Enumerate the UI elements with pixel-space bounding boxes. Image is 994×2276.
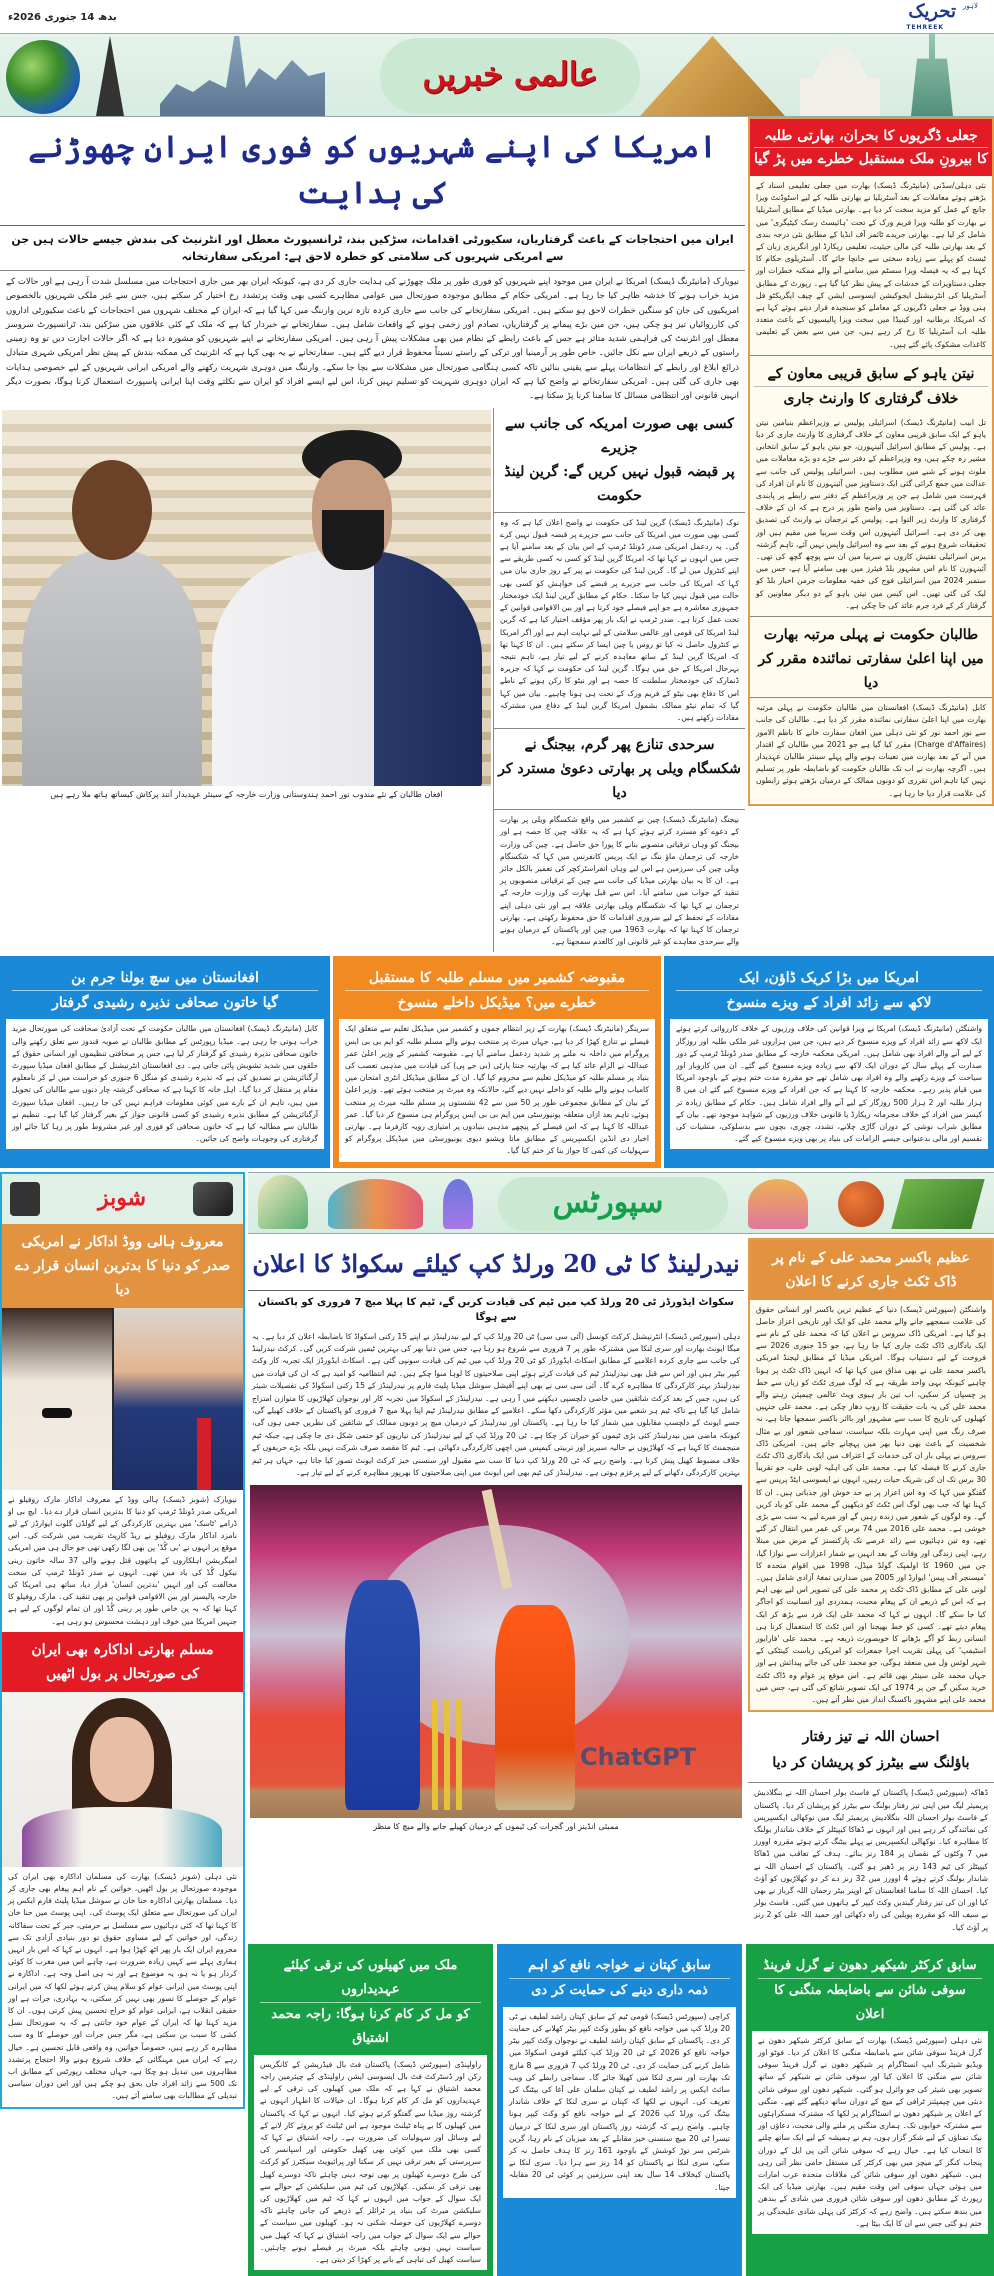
film-reel-icon [10,1182,40,1216]
showbiz-banner [2,1174,243,1224]
headline-line: معروف ہالی ووڈ اداکار نے امریکی [21,1233,224,1250]
hollywood-photo[interactable] [2,1308,243,1490]
story-headline[interactable] [670,962,988,1019]
story-headline[interactable] [2,1224,243,1308]
story-body: سرینگر (مانیٹرنگ ڈیسک) بھارت کے زیر انتظام جموں و کشمیر میں میڈیکل تعلیم سے متعلق ایک فیصلے نے تنازع کھڑا کر دیا ہے، جہاں میرٹ پر منتخب ہونے والے مسلم طلبہ کو ایم بی بی ایس پروگرام میں داخلہ نہ ملنے پر شدید ردعمل سامنے آیا ہے۔ مقبوضہ کشمیر کے وزیر اعلیٰ عمر عبداللہ نے الزام عائد کیا ہے کہ بھارتیہ جنتا پارٹی (بی جے پی) کی قیادت میں مذہبی تعصب کی بنیاد پر مسلم طلبہ کو میڈیکل تعلیم سے محروم کیا گیا۔ ان کے مطابق میڈیکل انٹری امتحان میں کامیاب ہونے والے طلبہ کو داخلے نہیں دیے گئے، حالانکہ وہ میرٹ پر منتخب ہوئے تھے۔ وزیر اعلیٰ کے بیان کے مطابق مجموعی طور پر 50 میں سے 42 نشستوں پر مسلم طلبہ میرٹ پر منتخب ہوئے، تاہم بعد ازاں متعلقہ یونیورسٹی میں ایم بی بی ایس پروگرام ہی منسوخ کر دیا گیا۔ عمر عبداللہ کا کہنا ہے کہ اس فیصلے کے پیچھے مذہبی بنیادوں پر امتیازی رویہ کارفرما ہے۔ بھارتی اخبار دی انڈین ایکسپریس کے مطابق ماتا ویشنو دیوی یونیورسٹی میں میڈیکل پروگرام کو سہولیات کی کمی کا جواز بنا کر ختم کیا گیا۔ [339,1019,655,1161]
issue-date: بدھ 14 جنوری 2026ء [8,12,117,23]
story-body: بیجنگ (مانیٹرنگ ڈیسک) چین نے کشمیر میں واقع شکسگام ویلی پر بھارت کے دعوے کو مسترد کرتے ہوئے کہا ہے کہ یہ علاقہ چین کا حصہ ہے اور بیجنگ کو وہاں ترقیاتی منصوبے بنانے کا پورا حق حاصل ہے۔ چین کی وزارت خارجہ کی ترجمان ماؤ ننگ نے ایک پریس کانفرنس میں کہا کہ شکسگام ویلی چین کی سرزمین ہے اس لیے وہاں انفراسٹرکچر کی تعمیر بالکل جائز ہے۔ ان کا یہ بیان بھارتی میڈیا کی جانب سے چین کے ترقیاتی منصوبوں پر تنقید کے جواب میں سامنے آیا۔ اس سے قبل بھارت کی وزارت خارجہ کے ترجمان نے کہا تھا کہ شکسگام ویلی بھارتی علاقہ ہے اور نئی دہلی اپنے مفادات کے تحفظ کے لیے ضروری اقدامات کا حق محفوظ رکھتی ہے۔ بھارتی ترجمان کا کہنا تھا کہ بھارت 1963 میں چین اور پاکستان کے درمیان ہونے والے سرحدی معاہدے کو غیر قانونی اور کالعدم سمجھتا ہے۔ [500,815,739,947]
beard [322,510,384,570]
lead-subhead: ایران میں احتجاجات کے باعث گرفتاریاں، سکیورٹی اقدامات، سڑکیں بند، ٹرانسپورٹ معطل اور انٹرنیٹ کی بندش جیسے حالات ہیں جن سے امریکی شہریوں کی سلامتی کو خطرہ لاحق ہے: امریکی سفارتخانہ [0,226,745,271]
advert-board-text: ChatGPT [580,1743,697,1772]
story-body: راولپنڈی (سپورٹس ڈیسک) پاکستان فٹ بال فیڈریشن کے کانگریس رکن اور ڈسٹرکٹ فٹ بال ایسوسی ایشن راولپنڈی کے چیئرمین راجہ محمد اشتیاق نے کہا ہے کہ ملک میں کھیلوں کی ترقی کے لیے عہدیداروں کو مل کر کام کرنا ہوگا۔ ان خیالات کا اظہار انہوں نے گزشتہ روز میڈیا سے گفتگو کرتے ہوئے کیا۔ انہوں نے کہا کہ پاکستان میں کھیلوں کا بے پناہ ٹیلنٹ موجود ہے اس ٹیلنٹ کو بروئے کار لانے کے لیے وسائل اور سہولیات کی ضرورت ہے۔ راجہ اشتیاق نے کہا کہ کسی بھی ملک میں کوئی بھی کھیل حکومتی اور اسپانسر کی سرپرستی کے بغیر ترقی نہیں کر سکتا اور پرائیویٹ سیکٹرز کو کرکٹ کی طرح دوسرے کھیلوں پر بھی توجہ دینی چاہئے تاکہ دوسرے کھیل بھی ترقی کر سکیں۔ کھلاڑیوں کی ٹیم میں سلیکشن کے حوالے سے ایک سوال کے جواب میں انہوں نے کہا کہ ٹیم میں کھلاڑیوں کی سلیکشن میرٹ کی بنیاد پر ٹرائلز کے ذریعے کی جانی چاہئے تاکہ دوسرے کھلاڑیوں کی حوصلہ شکنی نہ ہو۔ کھیلوں میں سیاست کے حوالے سے ایک سوال کے جواب میں راجہ اشتیاق نے کہا کہ کھیل میں سیاست نہیں ہونی چاہئے بلکہ میرٹ پر فیصلے ہونے چاہئیں۔ سیاست کھیل کی تباہی کے بانے پر کھڑا کر دیتی ہے۔ [254,2055,487,2270]
story-ihsanullah [748,1718,994,1937]
headline-line: خلاف گرفتاری کا وارنٹ جاری [754,386,988,411]
headline-line: کسی بھی صورت امریکہ کی جانب سے جزیرے [505,415,734,456]
story-headline[interactable] [494,408,745,513]
story-taliban-india [750,616,992,804]
headline-line: سرحدی تنازع پھر گرم، بیجنگ نے [524,737,715,754]
headline-line: میں اپنا اعلیٰ سفارتی نمائندہ مقرر کر دیا [758,651,984,692]
photo-caption: افغان طالبان کے نئے مندوب نور احمد ہندوستانی وزارت خارجہ کے سینئر عہدیدار آنند پرکاش کیساتھ ہاتھ ملا رہے ہیں [50,789,443,799]
story-headline[interactable] [2,1632,243,1692]
right-column-wrapper [745,117,994,806]
basketball-icon [838,1181,884,1227]
story-body: نوک (مانیٹرنگ ڈیسک) گرین لینڈ کی حکومت نے واضح اعلان کیا ہے کہ وہ کسی بھی صورت میں امریکا کی جانب سے جزیرے پر قبضہ قبول نہیں کرے گی۔ یہ ردعمل امریکی صدر ڈونلڈ ٹرمپ کے اس بیان کے بعد سامنے آیا ہے جس میں انہوں نے کہا تھا کہ امریکا گرین لینڈ کو کسی نہ کسی طریقے سے اپنے کنٹرول میں لے گا۔ گرین لینڈ کی حکومت نے پیر کے روز جاری بیان میں کہا کہ امریکا کی جانب سے جزیرے پر قبضے کی خواہش کو کسی بھی حالت میں قبول نہیں کیا جا سکتا۔ حکام کے مطابق گرین لینڈ ایک خودمختار جمہوری معاشرہ ہے جو اپنے فیصلے خود کرتا ہے اور بین الاقوامی قوانین کے تحت عمل کرتا ہے۔ صدر ٹرمپ نے ایک بار پھر مؤقف اختیار کیا ہے کہ گرین لینڈ امریکا کی قومی اور عالمی سلامتی کے لیے نہایت اہم ہے اور اگر امریکا نے کنٹرول حاصل نہ کیا تو روس یا چین ایسا کر سکتے ہیں۔ ان کا کہنا تھا کہ امریکا گرین لینڈ کے ساتھ معاہدہ کرنے کے لیے تیار ہے، تاہم نتیجہ بہرحال امریکا کے حق میں ہوگا۔ گرین لینڈ کی حکومت نے کہا کہ جزیرہ ڈنمارک کی خودمختار سلطنت کا حصہ ہے اور نیٹو کا رکن ہونے کے ناطے اس کا دفاع بھی نیٹو کے فریم ورک کے تحت ہی ہونا چاہیے۔ بیان میں کہا گیا کہ تمام نیٹو ممالک بشمول امریکا گرین لینڈ کے دفاع میں مشترکہ مفادات رکھتے ہیں۔ [500,517,739,722]
story-sports-officials [248,1944,493,2276]
right-column-top [748,117,994,806]
sports-title: سپورٹس [552,1184,664,1220]
netherlands-subhead: سکواٹ ایڈورڈز ٹی 20 ورلڈ کپ میں ٹیم کی قیادت کریں گے، ٹیم کا پہلا میچ 7 فروری کو پاکستان سے ہوگا [258,1296,734,1323]
story-body: واشنگٹن (مانیٹرنگ ڈیسک) امریکا نے ویزا قوانین کی خلاف ورزیوں کے خلاف کارروائی کرتے ہوئے ایک لاکھ سے زائد افراد کے ویزے منسوخ کر دیے ہیں، جن میں ہزاروں غیر ملکی طلبہ اور روزگار کے لیے آنے والے افراد بھی شامل ہیں۔ امریکی محکمہ خارجہ کے مطابق صدر ڈونلڈ ٹرمپ کے دور صدارت کے پہلے سال کے دوران ایک لاکھ سے زیادہ ویزے منسوخ کیے گئے۔ ان میں کاروبار اور سیاحت کے ویزے رکھنے والے وہ افراد بھی شامل تھے جو مقررہ مدت ختم ہونے کے باوجود امریکا میں قیام پذیر رہے۔ محکمہ خارجہ کا کہنا ہے کہ جن افراد کے ویزے منسوخ کیے گئے ان میں 8 ہزار طلبہ اور 2 ہزار 500 روزگار کے لیے آنے والے افراد شامل ہیں۔ حکام کے مطابق زیادہ تر کیسز میں افراد کے خلاف مجرمانہ ریکارڈ یا قانونی خلاف ورزیوں کے شواہد موجود تھے۔ بیان کے مطابق شراب نوشی کے دوران گاڑی چلانے، تشدد، چوری، بچوں سے بدسلوکی، منشیات کی تقسیم اور مالی بدعنوانی جیسے الزامات کی بنیاد پر بھی ویزے منسوخ کیے گئے۔ [670,1019,988,1149]
story-body: کراچی (سپورٹس ڈیسک) قومی ٹیم کے سابق کپتان راشد لطیف نے ٹی 20 ورلڈ کپ میں خواجہ نافع کو بطور وکٹ کیپر بیٹر کھلانے کی حمایت کر دی۔ پاکستان کے سابق کپتان راشد لطیف نے نوجوان وکٹ کیپر بیٹر خواجہ نافع کو 2026 کے ٹی 20 ورلڈ کپ کیلئے قومی اسکواڈ میں شامل کرنے کی حمایت کر دی۔ ٹی 20 ورلڈ کپ 7 فروری سے 8 مارچ تک بھارت اور سری لنکا میں کھیلا جائے گا۔ سماجی رابطے کی ویب سائٹ ایکس پر راشد لطیف نے کپتان سلمان علی آغا کی بیٹنگ کی تعریف کی۔ انہوں نے لکھا کہ کپتان نے سری لنکا کے خلاف شاندار بیٹنگ کی، ورلڈ کپ 2026 کے لیے خواجہ نافع کو وکٹ کیپر ہونا چاہیے۔ واضح رہے کہ گزشتہ روز پاکستان اور سری لنکا کے درمیان تیسرا ٹی 20 میچ سنسنی خیز مقابلے کے بعد میزبان کے نام رہا، گرین شرٹس سر توڑ کوشش کے باوجود 161 رنز کا ہدف حاصل نہ کر سکے، سری لنکا نے پاکستان کو 14 رنز سے ہرا دیا۔ سری لنکا نے پاکستان کیخلاف 14 سال بعد اپنی سرزمین پر کوئی ٹی 20 مقابلہ جیتا۔ [503,2007,736,2198]
actress-jacket [22,1807,222,1867]
sports-area [245,1172,994,2276]
headline-line: احسان اللہ نے تیز رفتار [802,1729,940,1746]
globe-icon [6,40,80,114]
official-left [22,550,202,786]
showbiz-title: شوبز [97,1184,147,1211]
lower-section [0,1172,994,2276]
story-afghan-journalist [0,956,330,1167]
headline-line: عظیم باکسر محمد علی کے نام پر [772,1249,970,1266]
story-headline[interactable] [750,1240,992,1300]
story-hollywood-actor [2,1224,243,1632]
upper-section [0,117,994,952]
story-border-dispute [494,728,745,952]
headline-line: افغانستان میں سچ بولنا جرم بن [71,970,259,987]
lead-lower [0,408,745,953]
batter [495,1605,575,1810]
world-news-banner [0,33,994,117]
president-figure [114,1308,243,1490]
netherlands-column [248,1238,744,1834]
story-headline[interactable] [503,1950,736,2007]
story-shikhar-dhawan [746,1944,994,2276]
story-body: واشنگٹن (سپورٹس ڈیسک) دنیا کے عظیم ترین باکسر اور انسانی حقوق کی علامت سمجھے جانے والے محمد علی کو ایک اور تاریخی اعزاز حاصل ہو گیا ہے۔ امریکی ڈاک سروس نے اعلان کیا کہ محمد علی کے نام سے ایک یادگاری ڈاک ٹکٹ جاری کیا جا رہا ہے، جو 15 جنوری 2026 سے فروخت کے لیے دستیاب ہوگا۔ امریکی میڈیا کے مطابق لیجنڈ امریکی باکسر محمد علی نے بھی مذاق میں کہا تھا کہ انہیں ڈاک ٹکٹ پر ہونا چاہیے کیونکہ یہی واحد طریقہ ہے کہ لوگ میری ٹکٹ کو زبان سے خط پر چسپاں کر سکیں، اب تین بار ہیوی ویٹ عالمی چیمپئن رہنے والے محمد علی کی یہ بات حقیقت کا روپ دھار چکی ہے۔ محمد علی جنہیں کھیلوں کی تاریخ کا سب سے مشہور اور بااثر باکسر سمجھا جاتا ہے، نہ صرف رنگ میں اپنی مہارت بلکہ سیاست، سماجی شعور اور بے مثال شخصیت کے باعث بھی دنیا بھر میں پہچانے جاتے ہیں۔ امریکی ڈاک سروس نے پہلی بار ان کی خدمات کے اعتراف میں ایک یادگاری ڈاک ٹکٹ جاری کرنے کا فیصلہ کیا ہے۔ محمد علی کی اہلیہ لونی علی، جو تقریباً 30 برس تک ان کی شریک حیات رہیں، انہوں نے ایسوسی ایٹڈ پریس سے گفتگو میں کہا کہ وہ اس اعزاز پر بے حد خوش اور جذباتی ہیں۔ ان کا کہنا تھا کہ جب بھی لوگ اس ٹکٹ کو دیکھیں گے محمد علی کو یاد کریں گے۔ وہ لوگوں کے شعور میں زندہ رہیں گے اور میرے لیے یہ سب سے بڑی خوشی ہے۔ محمد علی 2016 میں 74 برس کی عمر میں انتقال کر گئے تھے، وہ تین دہائیوں سے زائد عرصے تک پارکنسنز کے مرض میں مبتلا رہے، اپنی زندگی اور وفات کے بعد انہیں بے شمار اعزازات سے نوازا گیا، جن میں 1960 کا اولمپک گولڈ میڈل، 1998 میں اقوام متحدہ کا 'میسنجر آف پیس' ایوارڈ اور 2005 میں صدارتی تمغۂ آزادی شامل ہیں۔ لونی علی کے مطابق ڈاک ٹکٹ پر محمد علی کی تصویر اس لیے بھی اہم ہے کہ اس کے ذریعے ان کے پیغام محبت، ہمدردی اور انسانیت کو اجاگر کیا جا سکے گا۔ انہوں نے کہا کہ محمد علی ایک فرد سے بڑھ کر ایک پیغام دیتے تھے۔ کسی کو خط بھیجنا اور اس ٹکٹ کا استعمال کرنا ہی انسانی ربط کو آگے بڑھانے کا خوبصورت ذریعہ ہے۔ محمد علی 'فارایور اسٹیمپ' کی پہلی تقریب اجرا جمعرات کو امریکی ریاست کینٹکی کے شہر لوئس ول میں منعقد ہوگی، جو محمد علی کی جائے پیدائش ہے اور جہاں محمد علی سینٹر بھی قائم ہے۔ اس موقع پر عوام وہ ڈاک ٹکٹ خرید سکیں گے جن پر 1974 کی ایک تصویر شائع کی گئی ہے، جس میں محمد علی اپنے مشہور باکسنگ انداز میں نظر آتے ہیں۔ [756,1304,987,1705]
story-body: ڈھاکہ (سپورٹس ڈیسک) پاکستان کے فاسٹ بولر احسان اللہ نے بنگلادیش پریمیئر لیگ میں اپنی تیز رفتار بولنگ سے بیٹرز کو پریشان کر دیا۔ پاکستان کے فاسٹ بولر احسان اللہ بنگلادیش پریمیئر لیگ میں نوکھالی ایکسپریس کی نمائندگی کر رہے ہیں اور انہوں نے ڈھاکا کیپیٹلز کے خلاف شاندار بولنگ کا مظاہرہ کیا۔ نوکھالی ایکسپریس نے پہلے بیٹنگ کرتے ہوئے مقررہ اوورز میں 7 وکٹوں کے نقصان پر 184 رنز بنائے۔ ہدف کے تعاقب میں ڈھاکا کیپیٹلز کی ٹیم 143 رنز پر ڈھیر ہو گئی۔ پاکستان کے احسان اللہ نے شاندار بولنگ کرتے ہوئے 4 اوورز میں 32 رنز دے کر دو کھلاڑیوں کو آؤٹ کیا۔ احسان اللہ کا سامنا افغانستان کے اوپنر بیٹر رحمان اللہ گرباز نے بھی کیا اور ان کی تیز رفتار گیندیں وکٹ کیپر کے ہاتھوں میں گئیں۔ فاسٹ بولر نے سیف اللہ کو مقررہ پویلین کی راہ دکھائی اور حمید اللہ علی کو 2 رنز پر آؤٹ کیا۔ [754,1788,988,1932]
headline-line: کی صورتحال پر بول اٹھیں [45,1665,200,1682]
headline-line: باؤلنگ سے بیٹرز کو پریشان کر دیا [772,1755,970,1772]
story-body: نیویارک (شوبز ڈیسک) ہالی ووڈ کے معروف اداکار مارک روفیلو نے امریکی صدر ڈونلڈ ٹرمپ کو دنیا کا بدترین انسان قرار دے دیا۔ ایچ بی او ڈرامے 'ٹاسک' میں بہترین کارکردگی کے لیے گولڈن گلوب ایوارڈز کے لیے نامزد اداکار مارک روفیلو نے ریڈ کارپٹ تقریب میں شرکت کی۔ اس موقع پر انہوں نے 'بی گُڈ' پن بھی لگا رکھی تھی جو حال ہی میں امریکی امیگریشن اہلکاروں کے ہاتھوں قتل ہونے والی 37 سالہ خاتون رینی نیکول گُڈ کی یاد میں تھی۔ انہوں نے صدر ڈونلڈ ٹرمپ کی سخت مخالفت کی اور انہیں 'بدترین انسان' قرار دیا، ساتھ ہی امریکا کی خارجہ پالیسیز اور بین الاقوامی قوانین پر بھی تنقید کی۔ مارک روفیلو کا کہنا تھا کہ یہ پن خاص طور پر رینی گُڈ اور ان تمام لوگوں کے لیے ہے جنہیں امریکا میں خوف اور دہشت محسوس ہو رہی ہے۔ [8,1494,237,1626]
photo-column [0,408,493,803]
actress-face [90,1717,154,1802]
headline-line: خطرے میں؟ میڈیکل داخلے منسوخ [345,990,649,1015]
headline-line: صدر کو دنیا کا بدترین انسان قرار دے دیا [14,1257,231,1298]
story-body: تل ابیب (مانیٹرنگ ڈیسک) اسرائیلی پولیس نے وزیراعظم بنیامین نیتن یاہو کے ایک سابق قریبی معاون کے خلاف گرفتاری کا وارنٹ جاری کر دیا ہے۔ پولیس کے مطابق اسرائیل آئینہورن، جو نیتن یاہو کے سابق انتخابی مشیر رہ چکے ہیں، وہ وزیراعظم کے دفتر سے جڑے دو بڑے معاملات میں ملوث ہونے کے شبے میں مطلوب ہیں۔ اسرائیلی پولیس کی جانب سے عدالت میں جمع کرائی گئی ایک دستاویز میں آئینہورن کا نام ان افراد کی فہرست میں شامل ہے جن پر وزیراعظم کے دفتر سے رابطے پر پابندی عائد کی گئی ہے۔ دستاویز میں واضح طور پر درج ہے کہ ان کے خلاف گرفتاری کا وارنٹ زیر التوا ہے۔ پولیس کے ترجمان نے وارنٹ کی تصدیق بھی کر دی ہے۔ اسرائیل آئینہورن اس وقت سربیا میں مقیم ہیں اور تحقیقات شروع ہونے کے بعد سے وہ اسرائیل واپس نہیں آئے، تاہم گزشتہ برس اسرائیلی تفتیش کاروں نے سربیا میں ان سے پوچھ گچھ کی تھی۔ آئینہورن کا نام اس مشہور بلڈ فیئرز میں بھی سامنے آیا ہے، جس میں ستمبر 2024 میں اسرائیلی فوج کی خفیہ معلومات جرمن اخبار بلڈ کو لیک کی گئی تھیں۔ اس کیس میں نیتن یاہو کے دو دیگر معاونین کو گرفتار کر کے فرد جرم عائد کی جا چکی ہے۔ [756,417,986,610]
story-headline[interactable] [750,119,992,176]
eiffel-tower-icon [96,36,124,116]
story-headline[interactable] [750,617,992,697]
headline-line: مقبوضہ کشمیر میں مسلم طلبہ کا مستقبل [368,970,626,987]
story-headline[interactable] [748,1718,994,1783]
volleyball-icon [748,1179,808,1229]
headline-line: جعلی ڈگریوں کا بحران، بھارتی طلبہ [764,128,978,144]
headline-line: امریکا میں بڑا کریک ڈاؤن، ایک [738,970,920,987]
logo-latin: TEHREEK [906,24,944,31]
story-fake-degrees [750,119,992,355]
story-headline[interactable] [752,1950,988,2031]
logo-city: لاہور [962,2,978,10]
three-story-row [0,956,994,1167]
cricketer-icon [258,1175,308,1229]
actor-figure [2,1308,112,1490]
bowtie [42,1408,72,1418]
story-body: نئی دہلی/سڈنی (مانیٹرنگ ڈیسک) بھارت میں جعلی تعلیمی اسناد کے بڑھتے ہوئے معاملات کے بعد آسٹریلیا نے بھارتی طلبہ کے لیے اسٹوڈنٹ ویزا جانچ کے عمل کو مزید سخت کر دیا ہے۔ بھارتی میڈیا کے مطابق آسٹریلیا نے بھارت کو طلبہ ویزا فریم ورک کے تحت 'ہائیسٹ رسک کیٹیگری' میں شامل کر لیا ہے۔ بھارتی جریدے ٹائمز آف انڈیا کے مطابق نئی درجہ بندی کے بعد بھارتی طلبہ کی مالی حیثیت، تعلیمی ریکارڈ اور انگریزی زبان کے ٹیسٹ کو پہلے سے زیادہ سختی سے جانچا جائے گا۔ آسٹریلوی حکام کا کہنا ہے کہ یہ فیصلہ ویزا سسٹم میں سامنے آنے والے ممکنہ خطرات اور جعلی دستاویزات کے خدشات کے پیش نظر کیا گیا ہے۔ رپورٹ کے مطابق آسٹریلیا کی انٹرنیشنل ایجوکیشن ایسوسی ایشن کے چیف ایگزیکٹو فل ہنی ووڈ نے جعلی ڈگریوں کے معاملے کو سنجیدہ قرار دیتے ہوئے کہا ہے کہ امریکا، برطانیہ اور کینیڈا میں سخت ویزا پالیسیوں کے باعث متعدد طلبہ اب آسٹریلیا کا رخ کر رہے ہیں، جن میں سے بعض کے تعلیمی کاغذات مشکوک پائے گئے ہیں۔ [756,181,986,349]
sports-banner [248,1172,994,1234]
story-khawaja-nafay [497,1944,742,2276]
stumps [432,1700,462,1810]
masthead [0,0,994,33]
headline-line: نیتن یاہو کے سابق قریبی معاون کے [767,365,975,382]
story-greenland [494,408,745,728]
showbiz-column [0,1172,245,2109]
headline-line: مسلم بھارتی اداکارہ بھی ایران [31,1641,214,1658]
story-body: نئی دہلی (شوبز ڈیسک) بھارت کی مسلمان اداکارہ بھی ایران کی موجودہ صورتحال پر بول اٹھیں، خواتین کے نام اہم پیغام بھی جاری کر دیا۔ مسلمان بھارتی اداکارہ حنا خان نے سوشل میڈیا پلیٹ فارم ایکس پر ایران کی صورتحال سے متعلق ایک پوسٹ کی۔ اپنی پوسٹ میں حنا خان کا کہنا تھا کہ کئی دہائیوں سے مسلسل بے حرمتی، جبر کے تحت سفاکانہ زندگی، اور خواتین کے لیے مساوی حقوق تو دور بنیادی آزادی تک سے محروم ایران ایک بار پھر اٹھ کھڑا ہوا ہے۔ انہوں نے کہا کہ اس بار انہیں ہماری پہلے سے کہیں زیادہ ضرورت ہے، چاہے اس میں مغرب کا کوئی کردار ہو یا نہ ہو، یہ موضوع ہے اور نہ ہی اصل وجہ ہے۔ اداکارہ نے اپنی پوسٹ میں ایرانی عوام کو سلام پیش کرتے ہوئے لکھا کہ میں ایرانی عوام کے حوصلے کا تصور بھی نہیں کر سکتی، یہ بہادری، جرات ہے اور حقیقی انقلاب ہے، ایرانی عوام کو خراج تحسین پیش کرتی ہوں۔ ان کا مزید کہنا تھا کہ ایران کے عوام خود جانتی ہے کہ یہ صورتحال نسل کشی کا سبب بن سکتی ہے، مگر جس جرات اور حوصلے کا وہ سب مظاہرہ کر رہے ہیں، خصوصاً خواتین، وہ واقعی قابل تحسین ہے۔ خیال رہے کہ ایران میں مہنگائی کے خلاف شروع ہونے والا احتجاج پرتشدد مظاہروں میں تبدیل ہو چکا ہے، جہاں مختلف رپورٹس کے مطابق اب تک 500 سے زائد افراد جاں بحق ہو چکے ہیں اور اس دوران سیاسی تبدیلی کے مطالبات بھی سامنے آئے ہیں۔ [8,1871,237,2101]
headline-line: گیا خاتون صحافی نذیرہ رشیدی گرفتار [12,990,318,1015]
story-headline[interactable] [254,1950,487,2055]
headline-line: سابق کرکٹر شیکھر دھون نے گرل فرینڈ [763,1957,977,1973]
headline-line: ملک میں کھیلوں کی ترقی کیلئے عہدیداروں [283,1957,458,1997]
red-tie [197,1418,211,1490]
story-headline[interactable] [6,962,324,1019]
story-headline[interactable] [339,962,655,1019]
meeting-photo[interactable] [2,410,491,786]
official-left-head [72,460,152,560]
pyramid-icon [640,36,785,116]
skyline-icon [160,36,325,116]
photo-caption: ممبئی انڈینز اور گجرات کی ٹیموں کے درمیان کھیلے جانے والے میچ کا منظر [373,1822,619,1832]
lead-headline[interactable]: امریکا کی اپنے شہریوں کو فوری ایران چھوڑنے کی ہدایت [0,117,745,226]
headline-line: کا بیرونِ ملک مستقبل خطرے میں پڑ گیا [754,147,988,170]
cricket-photo[interactable] [250,1485,742,1818]
netherlands-headline[interactable]: نیدرلینڈ کا ٹی 20 ورلڈ کپ کیلئے سکواڈ کا اعلان [248,1238,744,1291]
newspaper-logo[interactable] [874,2,984,32]
taj-mahal-icon [800,46,880,116]
headline-line: ڈاک ٹکٹ جاری کرنے کا اعلان [785,1273,957,1290]
story-body: کابل (مانیٹرنگ ڈیسک) افغانستان میں طالبان حکومت نے پہلی مرتبہ بھارت میں اپنا اعلیٰ سفارتی نمائندہ مقرر کر دیا ہے۔ طالبان کی جانب سے نور احمد نور کو نئی دہلی میں افغان سفارت خانے کا ناظم الامور (Charge d'Affaires) مقرر کیا گیا ہے جو 2021 میں طالبان کے اقتدار میں آنے کے بعد بھارت میں تعینات ہونے والے پہلے سینئر طالبان عہدیدار ہیں۔ اگرچہ بھارت نے اب تک طالبان حکومت کو باضابطہ طور پر تسلیم نہیں کیا تاہم اس تقرری کو دونوں ممالک کے درمیان بڑھتے ہوئے رابطوں کی علامت قرار دیا جا رہا ہے۔ [750,697,992,804]
sports-main [248,1238,994,1938]
story-us-visas [664,956,994,1167]
story-body: کابل (مانیٹرنگ ڈیسک) افغانستان میں طالبان حکومت کے تحت آزادیٔ صحافت کی صورتحال مزید خراب ہوتی جا رہی ہے۔ میڈیا رپورٹس کے مطابق طالبان نے صوبہ قندوز سے تعلق رکھنے والی خاتون صحافی نذیرہ رشیدی کو گرفتار کر لیا ہے، جس پر صحافتی تنظیموں اور انسانی حقوق کے حلقوں میں شدید تشویش پائی جاتی ہے۔ دی افغانستان انٹرنیشنل کے مطابق افغان میڈیا سپورٹ آرگنائزیشن نے تصدیق کی ہے کہ نذیرہ رشیدی کو منگل 6 جنوری کو حراست میں لے کر نامعلوم مقام پر منتقل کر دیا گیا۔ اہل خانہ کا کہنا ہے کہ صحافی گزشتہ چار دنوں سے طالبان کی تحویل میں ہیں، تاہم ان کے بارے میں کوئی معلومات فراہم نہیں کی جا رہیں۔ افغان میڈیا سپورٹ آرگنائزیشن کے مطابق نذیرہ رشیدی کو کسی قانونی جواز کے بغیر گرفتار کیا گیا ہے۔ تنظیم نے طالبان سے مطالبہ کیا ہے کہ خاتون صحافی کو فوری اور غیر مشروط طور پر رہا کیا جائے اور گرفتاری کی وجوہات واضح کی جائیں۔ [6,1019,324,1149]
story-kashmir-students [333,956,661,1167]
world-news-title: عالمی خبریں [422,55,598,93]
runners-icon [328,1179,423,1229]
statue-of-liberty-icon [905,34,965,116]
tennis-court-icon [891,1179,984,1229]
headline-line: طالبان حکومت نے پہلی مرتبہ بھارت [763,627,979,644]
official-right [212,550,482,786]
headline-line: پر قبضہ قبول نہیں کریں گے: گرین لینڈ حکومت [504,463,735,504]
logo-text: تحریک [908,1,956,22]
story-muslim-actress [2,1632,243,2107]
headline-line: لاکھ سے زائد افراد کے ویزے منسوخ [676,990,982,1015]
lead-area [0,117,745,952]
middle-column [493,408,745,953]
headline-line: ذمہ داری دینے کی حمایت کر دی [509,1978,730,2003]
headline-line: سوفی شائن سے باضابطہ منگنی کا اعلان [758,1978,982,2027]
headline-line: سابق کپتان نے خواجہ نافع کو اہم [528,1957,711,1973]
story-body: نئی دہلی (سپورٹس ڈیسک) بھارت کے سابق کرکٹر شیکھر دھون نے گرل فرینڈ سوفی شائن سے باضابطہ منگنی کا اعلان کر دیا۔ فوٹو اور ویڈیو شیئرنگ ایپ انسٹاگرام پر شیکھر دھون نے گرل فرینڈ سوفی شائن سے منگنی کا اعلان کیا اور سوفی شائن نے شیکھر کے ساتھ تصویر بھی شیئر کی جو وائرل ہو گئی۔ شیکھر دھون اور سوفی شائن دبئی میں چیمپئنز ٹرافی کے میچ کے دوران ساتھ دیکھے گئے تھے۔ منگنی کے اعلان پر شیکھر دھون نے انسٹاگرام پر لکھا کہ مشترکہ مسکراہٹوں سے مشترکہ خوابوں تک۔ ہماری منگنی پر ملنے والی محبت، دعاؤں اور نیک تمناؤں کے لیے شکر گزار ہوں، ہم نے ہمیشہ کے لیے ایک ساتھ چلنے کا انتخاب کیا ہے۔ خیال رہے کہ سوفی شائن آئی پی ایل کے دوران پنجاب کنگز کے میچز میں بھی کرکٹر کی مستقل حامی نظر آتی رہی ہیں۔ شیکھر دھون اور سوفی شائن کی ملاقات متحدہ عرب امارات میں ہوئی جہاں سوفی اس وقت مقیم ہیں۔ بھارتی میڈیا کی ایک رپورٹ کے مطابق دھون اور سوفی شائن فروری میں شادی کے بندھن میں بندھ سکتے ہیں۔ واضح رہے کہ کرکٹر کی پہلی شادی علیحدگی پر ختم ہو گئی جس سے ان کا ایک بیٹا ہے۔ [752,2031,988,2234]
wicket-keeper [345,1580,420,1810]
story-muhammad-ali [748,1238,994,1713]
story-headline[interactable] [494,729,745,810]
headline-line: شکسگام ویلی پر بھارتی دعویٰ مسترد کر دیا [498,761,741,802]
netherlands-body: دہلی (سپورٹس ڈیسک) انٹرنیشنل کرکٹ کونسل (آئی سی سی) ٹی 20 ورلڈ کپ کے لیے نیدرلینڈز نے اپنے 15 رکنی اسکواڈ کا باضابطہ اعلان کر دیا ہے۔ یہ میگا ایونٹ بھارت اور سری لنکا میں مشترکہ طور پر 7 فروری سے شروع ہو رہا ہے، جس میں دنیا بھر کی بہترین ٹیمیں شرکت کریں گی۔ کرکٹ نیدرلینڈ کی جانب سے جاری کردہ اعلامیے کے مطابق اسکاٹ ایڈورڈز کو ٹی 20 ورلڈ کپ میں ٹیم کی قیادت سونپی گئی ہے۔ اسکاٹ ایڈورڈز ایک تجربہ کار وکٹ کیپر بیٹر ہیں اور اس سے قبل بھی نیدرلینڈز ٹیم کی قیادت کرتے ہوئے اپنی صلاحیتوں کا لوہا منوا چکے ہیں۔ ٹیم انتظامیہ کو امید ہے کہ ان کی قیادت میں نیدرلینڈز بہتر کارکردگی کا مظاہرہ کرے گا۔ آئی سی سی نے بھی اپنے آفیشل سوشل میڈیا پلیٹ فارم پر نیدرلینڈز کے 15 رکنی اسکواڈ کی تفصیلات شیئر کی ہیں، جس کے بعد کرکٹ شائقین میں خاصی دلچسپی دیکھنے میں آ رہی ہے۔ نیدرلینڈز کے اسکواڈ میں تجربہ کار اور نوجوان کھلاڑیوں کا متوازن امتزاج شامل کیا گیا ہے تاکہ ٹیم ہر شعبے میں مؤثر کارکردگی دکھا سکے۔ اعلامیے کے مطابق نیدرلینڈز ٹیم اپنا پہلا میچ 7 فروری کو پاکستان کے خلاف کھیلے گی، جسے ایونٹ کے دلچسپ مقابلوں میں شمار کیا جا رہا ہے۔ پاکستان اور نیدرلینڈز کے درمیان میچ پر دونوں ممالک کے شائقین کی نظریں جمی ہوں گی، کیونکہ ماضی میں نیدرلینڈز کئی بڑی ٹیموں کو حیران کر چکا ہے۔ ٹی 20 ورلڈ کپ کے لیے نیدرلینڈز کی تیاریوں کو حتمی شکل دی جا چکی ہے، جبکہ ٹیم منیجمنٹ کا کہنا ہے کہ کھلاڑیوں نے حالیہ سیریز اور تربیتی کیمپس میں اچھی کارکردگی دکھائی ہے۔ ٹیم کا مقصد صرف شرکت نہیں بلکہ بڑے حریفوں کے خلاف مضبوط کھیل پیش کرنا ہے۔ واضح رہے کہ ٹی 20 ورلڈ کپ دنیا کا سب سے مقبول اور سنسنی خیز کرکٹ ایونٹ تصور کیا جاتا ہے، جہاں ہر ٹیم بہترین کارکردگی دکھانے کے لیے پرعزم ہوتی ہے۔ نیدرلینڈز کی ٹیم بھی اس ایونٹ میں اپنی صلاحیتوں کا بھرپور مظاہرہ کرنے کے لیے تیار ہے۔ [252,1331,741,1478]
footballer-icon [443,1179,473,1229]
actress-photo[interactable] [2,1692,243,1867]
story-headline[interactable] [750,356,992,413]
story-netanyahu [750,355,992,616]
bottom-story-row [248,1944,994,2276]
lead-body: نیویارک (مانیٹرنگ ڈیسک) امریکا نے ایران میں موجود اپنے شہریوں کو فوری طور پر ملک چھوڑنے کی ہدایت جاری کر دی ہے، کیونکہ ایران بھر میں جاری احتجاجات میں مسلسل شدت آ رہی ہے اور حالات کے مزید خراب ہونے کا خدشہ ظاہر کیا جا رہا ہے۔ امریکی حکام کے مطابق موجودہ صورتحال میں عوامی مظاہرے کسی بھی وقت پرتشدد رخ اختیار کر سکتے ہیں، جس سے غیر ملکی شہریوں بالخصوص امریکیوں کی جان کو سنگین خطرات لاحق ہو سکتے ہیں۔ امریکی سفارتخانے کی جانب سے جاری کردہ تازہ ترین وارننگ میں کہا گیا ہے کہ ایران کے مختلف شہروں میں احتجاجات کے باعث سکیورٹی اداروں کی کارروائیاں تیز ہو چکی ہیں، جن میں بڑے پیمانے پر گرفتاریاں، تصادم اور زخمی ہونے کے واقعات شامل ہیں۔ سفارتخانے نے خبردار کیا ہے کہ ملک کے کئی علاقوں میں سڑکیں بند، ٹرانسپورٹ سروسز معطل اور انٹرنیٹ کی فراہمی شدید متاثر ہے جس کے باعث رابطے کے نظام میں بھی مشکلات پیش آ رہی ہیں۔ امریکی سفارتخانے نے اپنے شہریوں کو مشورہ دیا ہے کہ اگر حالات اجازت دیں تو وہ زمینی راستوں کے ذریعے ایران سے نکل جائیں۔ خاص طور پر آرمینیا اور ترکی کے راستے نسبتاً محفوظ قرار دیے گئے ہیں۔ سفارتخانے نے یہ بھی کہا ہے کہ انٹرنیٹ کی ممکنہ بندش کے پیش نظر امریکی شہری متبادل ذرائع ابلاغ اور رابطے کے انتظامات پہلے سے یقینی بنائیں تاکہ کسی ہنگامی صورتحال میں مشکلات سے بچا جا سکے۔ وارننگ میں دوہری شہریت رکھنے والے امریکی ایرانی شہریوں کے لیے خصوصی ہدایات بھی جاری کی گئی ہیں۔ امریکی سفارتخانے نے واضح کیا ہے کہ ایران دوہری شہریت کو تسلیم نہیں کرتا، اس لیے ایسے افراد کو ایران سے نکلتے وقت اپنا ایرانی پاسپورٹ استعمال کرنا ہوگا، بصورت دیگر انہیں قانونی اور انتظامی مسائل کا سامنا کرنا پڑ سکتا ہے۔ [6,277,739,402]
headline-line: کو مل کر کام کرنا ہوگا: راجہ محمد اشتیاق [260,2002,481,2051]
right-sports-column [744,1238,994,1938]
camera-icon [193,1182,233,1216]
